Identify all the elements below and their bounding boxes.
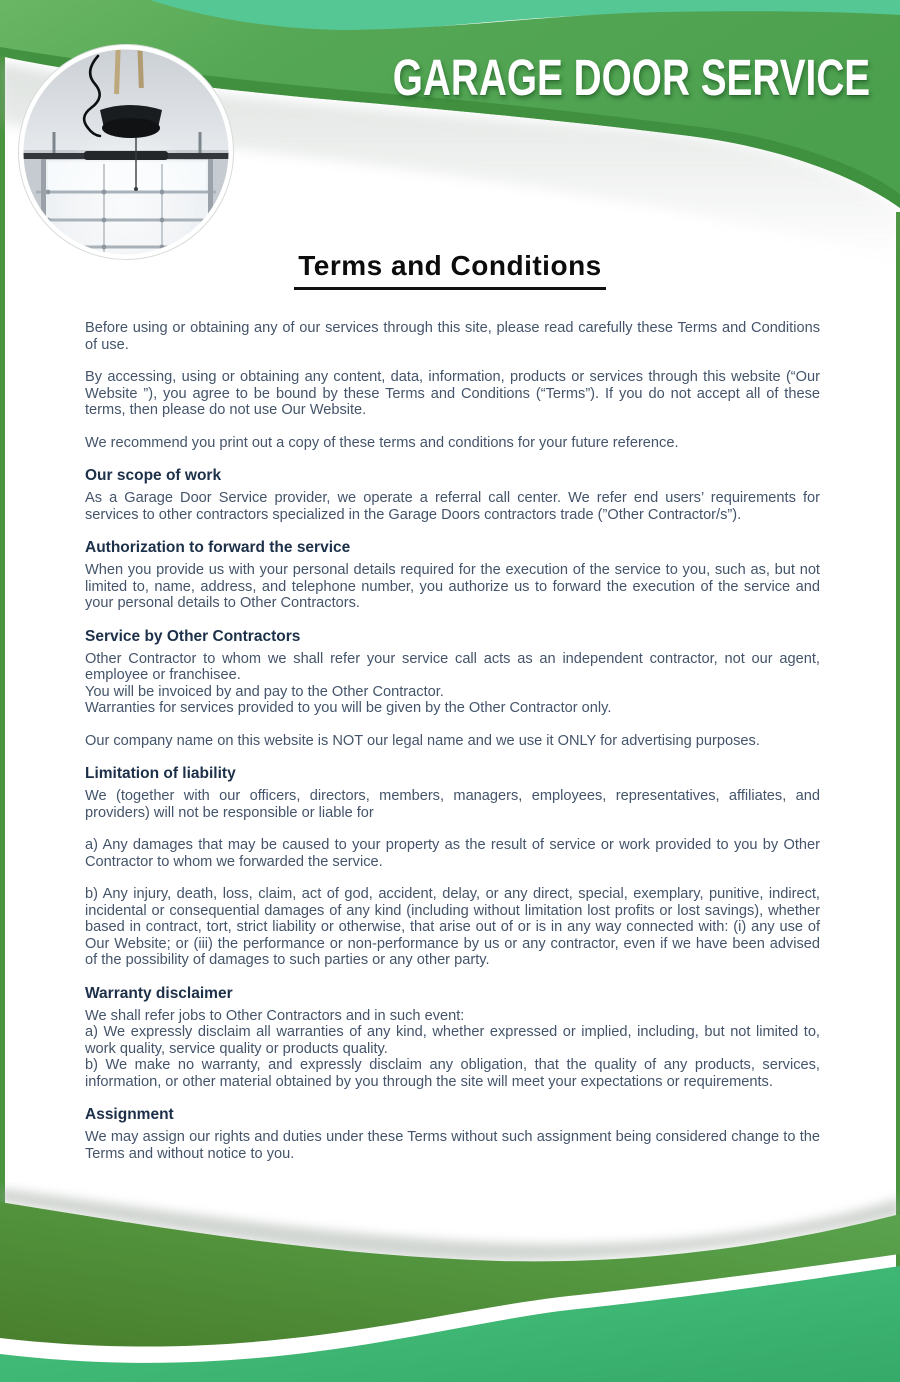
page-title: Terms and Conditions [294,250,606,290]
intro-paragraph: We recommend you print out a copy of these terms and conditions for your future reference. [85,434,679,451]
section-heading: Our scope of work [85,467,222,484]
footer-wave-decoration [0,1182,900,1382]
section-warranty [85,985,820,1091]
paragraph: Other Contractor to whom we shall refer your service call acts as an independent contractor, not our agent, employee or franchisee. [85,650,820,683]
section-liability [85,765,820,969]
paragraph: b) Any injury, death, loss, claim, act of god, accident, delay, or any direct, special, exemplary, punitive, indirect, incidental or consequential damages of any kind (including without limitation lost profits or lost savings), whether based in contract, tort, strict liability or otherwise, that arise out of or is in any way connected with: (i) any use of Our Website; or (iii) the performance or non-performance by us or any contractor, even if we have been advised of the possibility of damages to such parties or any other party. [85,886,820,968]
paragraph: We (together with our officers, directors, members, managers, employees, representatives, affiliates, and providers) will not be responsible or liable for [85,788,820,821]
garage-door-opener-photo [14,40,238,264]
paragraph: You will be invoiced by and pay to the Other Contractor. [85,683,444,700]
section-heading: Limitation of liability [85,765,236,782]
intro-paragraph: Before using or obtaining any of our services through this site, please read carefully these Terms and Conditions of use. [85,320,820,353]
section-assignment [85,1106,820,1162]
paragraph: When you provide us with your personal details required for the execution of the service to you, such as, but not limited to, name, address, and telephone number, you authorize us to forward the execution of the service and your personal details to Other Contractors. [85,562,820,611]
terms-content [85,320,820,1178]
section-scope [85,467,820,523]
paragraph: a) We expressly disclaim all warranties of any kind, whether expressed or implied, including, but not limited to, work quality, service quality or products quality. [85,1024,820,1057]
section-heading: Warranty disclaimer [85,984,233,1002]
paragraph: Our company name on this website is NOT our legal name and we use it ONLY for advertising purposes. [85,732,760,749]
section-heading: Service by Other Contractors [85,627,301,645]
paragraph: We shall refer jobs to Other Contractors and in such event: [85,1007,465,1024]
paragraph: We may assign our rights and duties under these Terms without such assignment being considered change to the Terms and without notice to you. [85,1129,820,1162]
right-edge-stripe [896,212,900,1272]
section-heading: Authorization to forward the service [85,539,351,556]
section-authorization [85,539,820,612]
paragraph: a) Any damages that may be caused to your property as the result of service or work provided to you by Other Contractor to whom we forwarded the service. [85,837,820,870]
section-heading: Assignment [85,1106,174,1123]
paragraph: Warranties for services provided to you will be given by the Other Contractor only. [85,700,612,716]
intro-paragraph: By accessing, using or obtaining any content, data, information, products or services through this website (“Our Website ”), you agree to be bound by these Terms and Conditions (“Terms”). If you do not accept all of these terms, then please do not use Our Website. [85,369,820,418]
brand-title: GARAGE DOOR SERVICE [392,49,870,106]
section-other-contractors [85,628,820,750]
paragraph: b) We make no warranty, and expressly disclaim any obligation, that the quality of any products, services, information, or other material obtained by you through the site will meet your expectations or requirements. [85,1057,820,1090]
paragraph: As a Garage Door Service provider, we operate a referral call center. We refer end users’ requirements for services to other contractors specialized in the Garage Doors contractors trade (”Other Contractor/s”). [85,490,820,523]
